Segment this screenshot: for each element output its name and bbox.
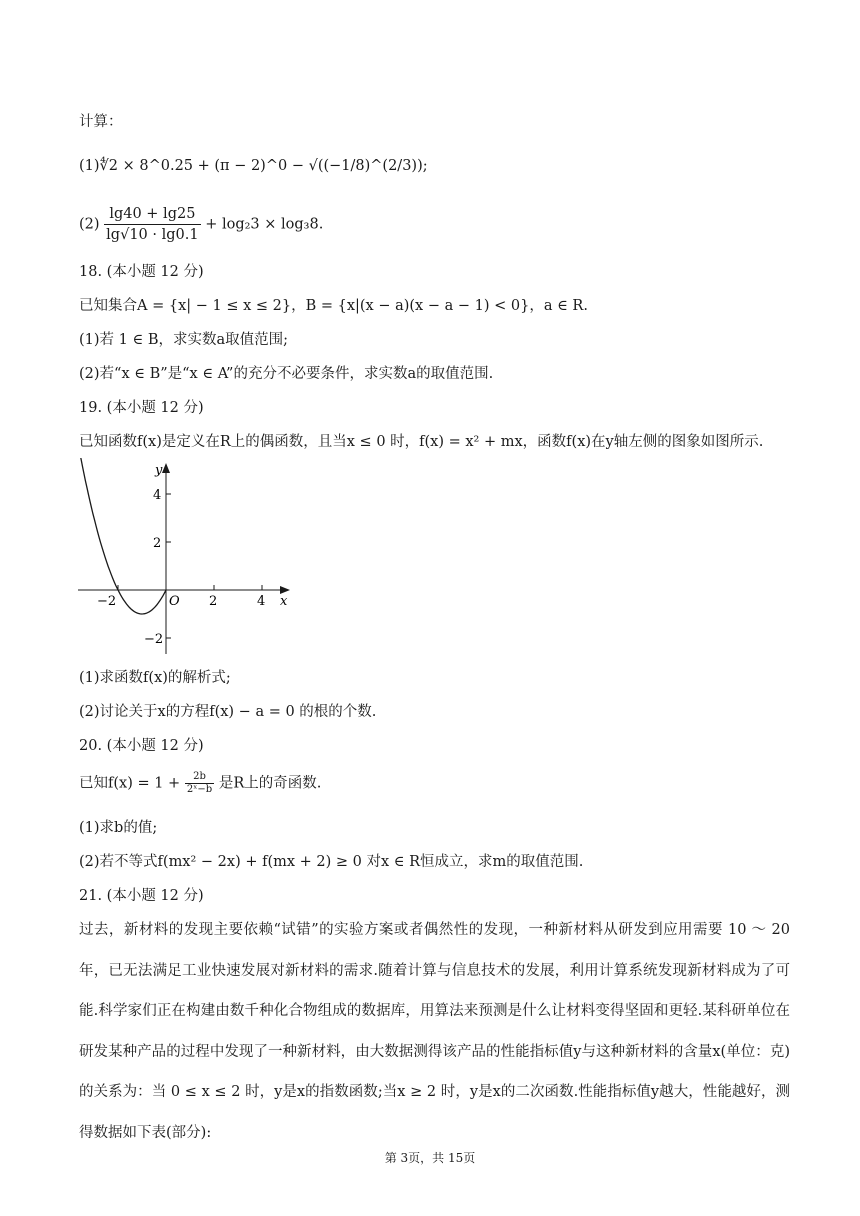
- question-19-header: 19. (本小题 12 分): [79, 400, 204, 416]
- x-tick-label-4: 4: [257, 594, 266, 609]
- question-20-part-2: (2)若不等式f(mx² − 2x) + f(mx + 2) ≥ 0 对x ∈ R恒成立，求m的取值范围.: [79, 854, 584, 870]
- q20-fraction-denominator: 2ˣ−b: [186, 784, 213, 795]
- q20-stem-suffix: 是R上的奇函数.: [218, 775, 322, 792]
- q17-2-denominator: lg√10 · lg0.1: [106, 227, 199, 243]
- x-tick-label-neg2: −2: [97, 594, 117, 609]
- question-17-part-2: [79, 204, 790, 245]
- question-19-part-1: (1)求函数f(x)的解析式;: [79, 670, 231, 686]
- x-tick-label-2: 2: [209, 594, 218, 609]
- x-axis-arrow: [280, 586, 290, 594]
- question-18-header: 18. (本小题 12 分): [79, 264, 204, 280]
- y-tick-label-2: 2: [153, 536, 162, 551]
- question-21-stem: 过去，新材料的发现主要依赖“试错”的实验方案或者偶然性的发现，一种新材料从研发到应用需要 10 ～ 20 年，已无法满足工业快速发展对新材料的需求.随着计算与信息技术的发展，利用计算系统发现新材料成为了可能.科学家们正在构建由数千种化合物组成的数据库，用算法来预测是什么让材料变得坚固和更轻.某科研单位在研发某种产品的过程中发现了一种新材料，由大数据测得该产品的性能指标值y与这种新材料的含量x(单位：克)的关系为：当 0 ≤ x ≤ 2 时，y是x的指数函数;当x ≥ 2 时，y是x的二次函数.性能指标值y越大，性能越好，测得数据如下表(部分):: [79, 922, 790, 1141]
- q17-2-prefix: (2): [79, 216, 100, 233]
- q20-stem-prefix: 已知f(x) = 1 +: [79, 775, 181, 792]
- question-18-part-1: (1)若 1 ∈ B，求实数a取值范围;: [79, 332, 289, 348]
- y-tick-label-neg2: −2: [144, 632, 164, 647]
- q17-2-fraction: [104, 204, 200, 245]
- y-axis-arrow: [162, 463, 170, 473]
- y-axis-label: y: [155, 463, 163, 478]
- page-footer: 第 3页，共 15页: [384, 1151, 476, 1165]
- q17-2-suffix: + log₂3 × log₃8.: [205, 216, 324, 233]
- question-18-stem: 已知集合A = {x| − 1 ≤ x ≤ 2}，B = {x|(x − a)(x − a − 1) < 0}，a ∈ R.: [79, 298, 588, 314]
- origin-label: O: [169, 594, 180, 609]
- function-graph: [72, 458, 302, 658]
- q20-fraction: [185, 771, 214, 796]
- y-tick-label-4: 4: [153, 488, 162, 503]
- question-21-header: 21. (本小题 12 分): [79, 888, 204, 904]
- calc-label: 计算：: [79, 114, 123, 130]
- question-19-stem: 已知函数f(x)是定义在R上的偶函数，且当x ≤ 0 时，f(x) = x² + mx，函数f(x)在y轴左侧的图象如图所示.: [79, 434, 764, 450]
- q17-2-numerator: lg40 + lg25: [104, 204, 200, 225]
- x-axis-label: x: [280, 594, 288, 609]
- question-20-part-1: (1)求b的值;: [79, 820, 158, 836]
- question-19-part-2: (2)讨论关于x的方程f(x) − a = 0 的根的个数.: [79, 704, 377, 720]
- question-20-header: 20. (本小题 12 分): [79, 738, 204, 754]
- q20-fraction-numerator: 2b: [185, 771, 214, 784]
- question-20-stem: [79, 771, 790, 796]
- question-17-part-1: (1)∜2 × 8^0.25 + (π − 2)^0 − √((−1/8)^(2/3));: [79, 158, 428, 174]
- question-18-part-2: (2)若“x ∈ B”是“x ∈ A”的充分不必要条件，求实数a的取值范围.: [79, 366, 494, 382]
